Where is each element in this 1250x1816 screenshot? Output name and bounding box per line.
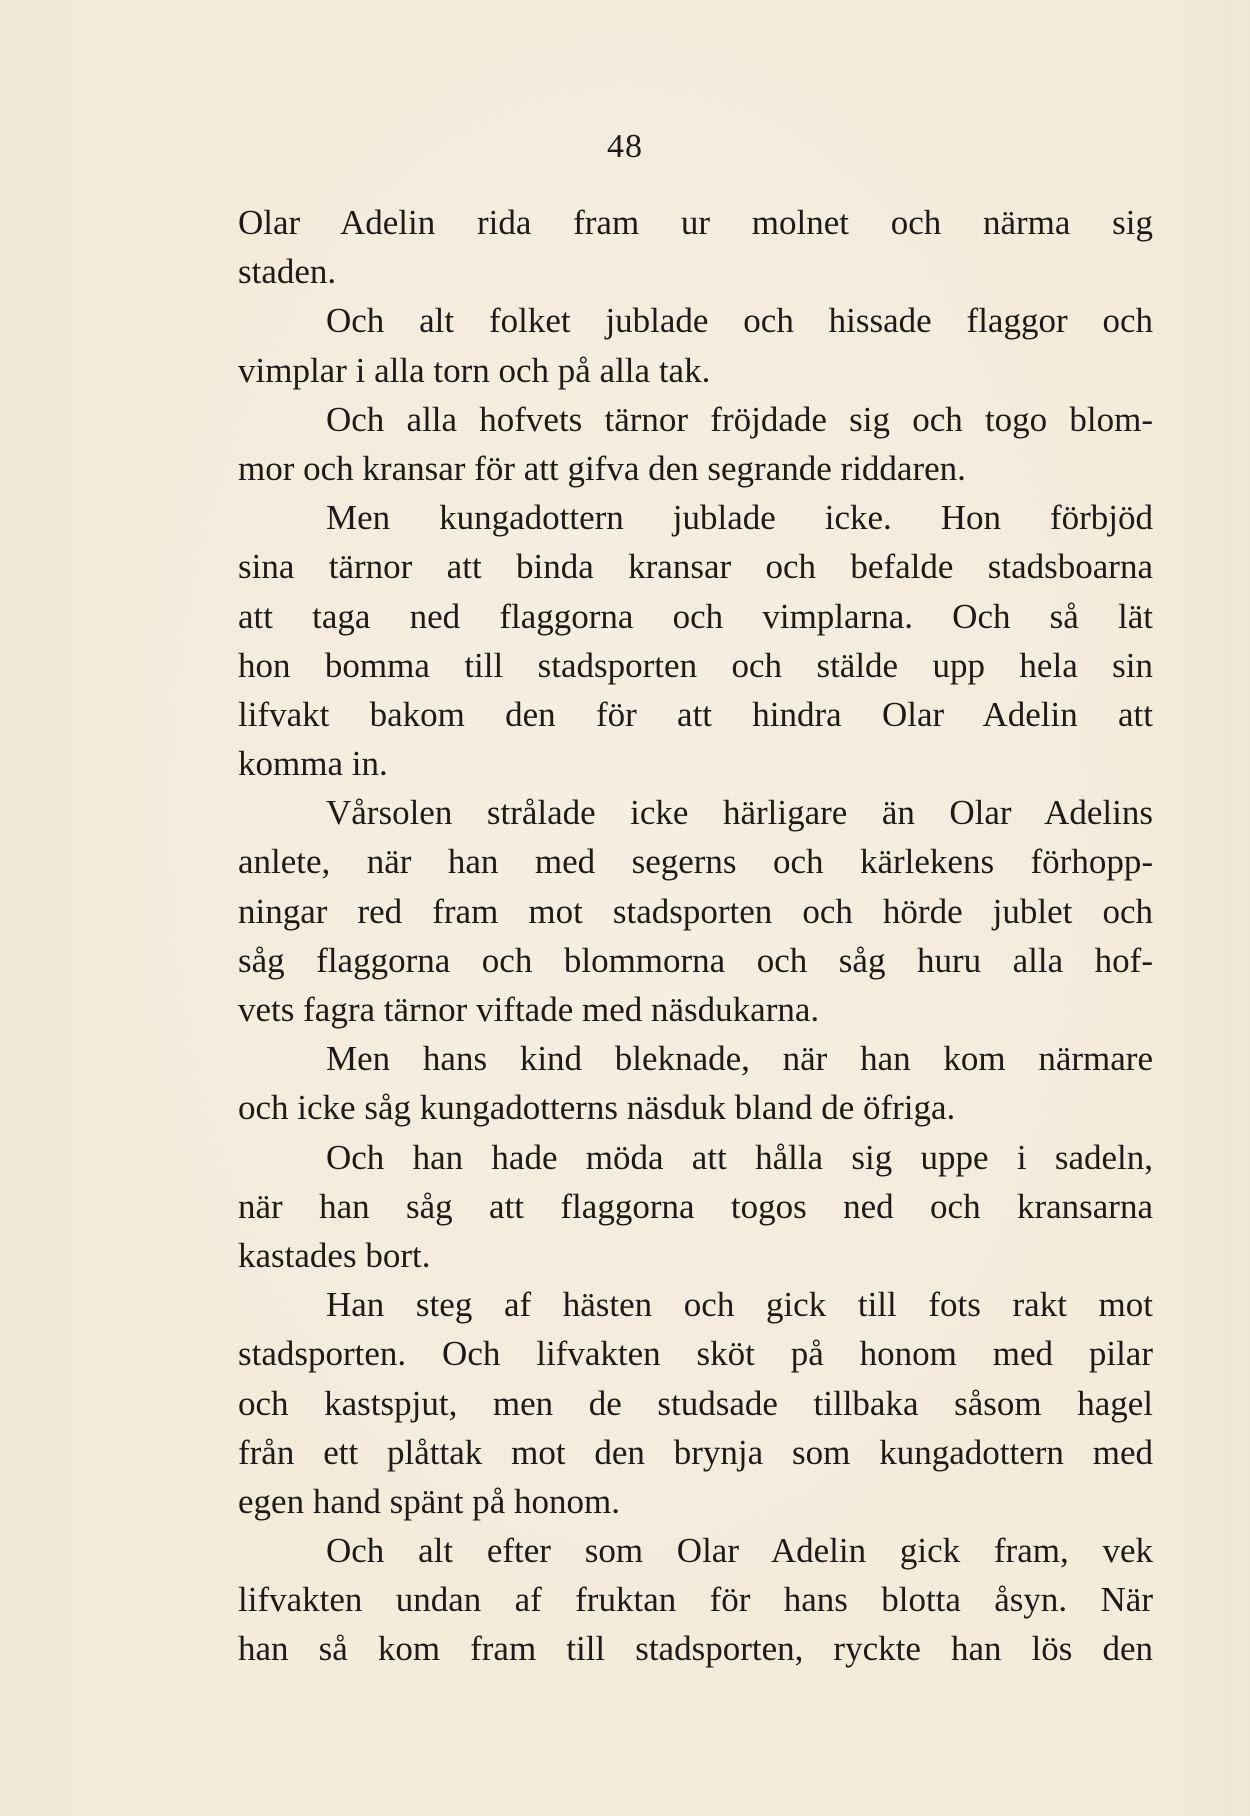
text-line: Och alt folket jublade och hissade flaggor och bbox=[326, 301, 1153, 341]
page-number: 48 bbox=[607, 128, 643, 165]
text-line: egen hand spänt på honom. bbox=[238, 1481, 620, 1521]
text-line: han så kom fram till stadsporten, ryckte han lös den bbox=[238, 1629, 1153, 1669]
text-line: Men kungadottern jublade icke. Hon förbjöd bbox=[326, 498, 1153, 538]
text-line: när han såg att flaggorna togos ned och kransarna bbox=[238, 1186, 1153, 1226]
text-line: sina tärnor att binda kransar och befalde stadsboarna bbox=[238, 547, 1153, 587]
text-line: att taga ned flaggorna och vimplarna. Och så lät bbox=[238, 596, 1153, 636]
text-line: såg flaggorna och blommorna och såg huru alla hof- bbox=[238, 940, 1153, 980]
text-line: staden. bbox=[238, 252, 337, 292]
text-line: lifvakten undan af fruktan för hans blotta åsyn. När bbox=[238, 1580, 1153, 1620]
text-line: anlete, när han med segerns och kärlekens förhopp- bbox=[238, 842, 1153, 882]
body-text bbox=[238, 198, 1153, 1674]
text-line: kastades bort. bbox=[238, 1235, 431, 1275]
text-line: Men hans kind bleknade, när han kom närmare bbox=[326, 1039, 1153, 1079]
text-line: stadsporten. Och lifvakten sköt på honom med pilar bbox=[238, 1334, 1153, 1374]
text-line: och icke såg kungadotterns näsduk bland de öfriga. bbox=[238, 1088, 956, 1128]
text-line: Och han hade möda att hålla sig uppe i sadeln, bbox=[326, 1137, 1153, 1177]
text-line: vimplar i alla torn och på alla tak. bbox=[238, 350, 711, 390]
text-line: från ett plåttak mot den brynja som kungadottern med bbox=[238, 1432, 1153, 1472]
text-line: ningar red fram mot stadsporten och hörde jublet och bbox=[238, 891, 1153, 931]
text-line: Och alt efter som Olar Adelin gick fram, vek bbox=[326, 1531, 1153, 1571]
text-line: Vårsolen strålade icke härligare än Olar Adelins bbox=[326, 793, 1153, 833]
text-line: Han steg af hästen och gick till fots rakt mot bbox=[326, 1285, 1153, 1325]
text-line: vets fagra tärnor viftade med näsdukarna. bbox=[238, 990, 820, 1029]
text-line: komma in. bbox=[238, 744, 388, 784]
text-line: Olar Adelin rida fram ur molnet och närma sig bbox=[238, 203, 1153, 242]
text-line: och kastspjut, men de studsade tillbaka såsom hagel bbox=[238, 1383, 1153, 1423]
text-line: mor och kransar för att gifva den segrande riddaren. bbox=[238, 448, 966, 488]
text-line: hon bomma till stadsporten och stälde upp hela sin bbox=[238, 645, 1153, 685]
text-line: lifvakt bakom den för att hindra Olar Adelin att bbox=[238, 694, 1153, 734]
text-line: Och alla hofvets tärnor fröjdade sig och togo blom- bbox=[326, 399, 1153, 439]
